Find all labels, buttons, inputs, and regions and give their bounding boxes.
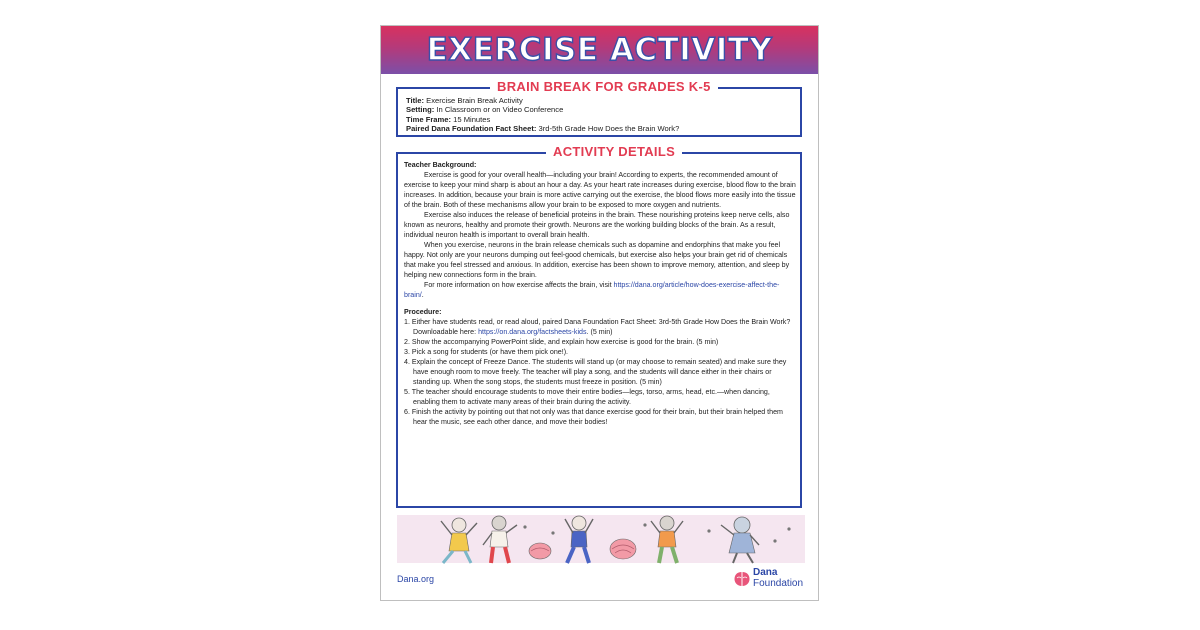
procedure-step: 5. The teacher should encourage students to move their entire bodies—legs, torso, arms, head, etc.—when dancing, enabling them to activate many areas of their brain during the activity. <box>404 388 770 406</box>
meta-setting-value: In Classroom or on Video Conference <box>434 105 564 115</box>
background-para-2: Exercise also induces the release of beneficial proteins in the brain. These nourishing proteins keep nerve cells, also known as neurons, healthy and promote their growth. Neurons are the working building blocks of the brain. As a result, individual neuron health is important to overall brain health. <box>404 211 790 239</box>
step1-end: . (5 min) <box>586 328 613 336</box>
para4-text: For more information on how exercise affects the brain, visit <box>424 281 614 289</box>
banner-title: EXERCISE ACTIVITY <box>426 32 773 68</box>
procedure-list <box>404 317 796 427</box>
title-banner <box>381 26 818 74</box>
brain-break-box <box>396 79 802 137</box>
meta-title-label: Title: <box>406 96 425 105</box>
logo-line-1: Dana <box>753 567 778 578</box>
brain-break-heading: BRAIN BREAK FOR GRADES K-5 <box>490 79 718 95</box>
teacher-background-heading: Teacher Background: <box>404 161 477 169</box>
factsheets-link[interactable]: https://on.dana.org/factsheets-kids <box>478 328 587 336</box>
logo-line-2: Foundation <box>753 578 804 589</box>
activity-details-body <box>404 160 796 427</box>
activity-details-box <box>396 144 802 508</box>
brain-logo-icon <box>733 570 751 588</box>
para4-end: . <box>421 291 424 299</box>
procedure-heading: Procedure: <box>404 308 442 316</box>
background-para-3: When you exercise, neurons in the brain release chemicals such as dopamine and endorphins that make you feel happy. Not only are your neurons dumping out feel-good chemicals, but exercise also helps your brain get rid of chemicals that make you feel stressed and anxious. In addition, exercise has been shown to improve memory, attention, and sleep by helping new connections form in the brain. <box>404 241 790 279</box>
step1-text: 1. Either have students read, or read aloud, paired Dana Foundation Fact Sheet: 3rd-5th Grade How Does the Brain Work? Downloadable here: <box>404 318 791 336</box>
exercise-article-link[interactable]: https://dana.org/article/how-does-exercise-affect-the-brain/ <box>404 281 780 299</box>
dana-foundation-logo <box>733 566 813 592</box>
procedure-step <box>404 317 796 337</box>
logo-wordmark <box>753 567 803 589</box>
meta-setting <box>406 105 679 114</box>
brain-figure <box>610 539 636 559</box>
activity-meta <box>406 96 679 134</box>
footer-site[interactable]: Dana.org <box>397 574 435 584</box>
meta-fact-sheet-value: 3rd-5th Grade How Does the Brain Work? <box>536 124 680 134</box>
meta-fact-sheet <box>406 124 679 133</box>
procedure-step: 3. Pick a song for students (or have them pick one!). <box>404 348 569 356</box>
background-para-1: Exercise is good for your overall health—including your brain! According to experts, the recommended amount of exercise to keep your mind sharp is about an hour a day. As your heart rate increases during exercise, blood flow to the brain increases. In addition, because your brain is more active carrying out the exercise, the blood flows more easily into the tissue of the brain. Both of these mechanisms allow your brain to be exposed to more oxygen and nutrients. <box>404 171 796 209</box>
activity-details-heading: ACTIVITY DETAILS <box>546 144 682 160</box>
meta-time-frame-label: Time Frame: <box>406 114 452 124</box>
dancing-figures-illustration <box>397 511 805 567</box>
procedure-step: 2. Show the accompanying PowerPoint slide, and explain how exercise is good for the brain. (5 min) <box>404 338 719 346</box>
meta-time-frame <box>406 115 679 124</box>
procedure-step: 6. Finish the activity by pointing out that not only was that dance exercise good for their brain, but their brain helped them hear the music, see each other dance, and move their bodies! <box>404 408 783 426</box>
meta-setting-label: Setting: <box>406 105 435 115</box>
procedure-step: 4. Explain the concept of Freeze Dance. The students will stand up (or may choose to remain seated) and make sure they have enough room to move freely. The teacher will play a song, and the students will dance either in their chairs or standing up. When the song stops, the students must freeze in position. (5 min) <box>404 358 787 386</box>
brain-figure <box>529 543 551 559</box>
background-para-4 <box>404 280 796 300</box>
meta-fact-sheet-label: Paired Dana Foundation Fact Sheet: <box>406 124 537 134</box>
meta-title <box>406 96 679 105</box>
activity-sheet <box>380 25 819 601</box>
meta-time-frame-value: 15 Minutes <box>451 114 491 124</box>
meta-title-value: Exercise Brain Break Activity <box>424 96 523 105</box>
